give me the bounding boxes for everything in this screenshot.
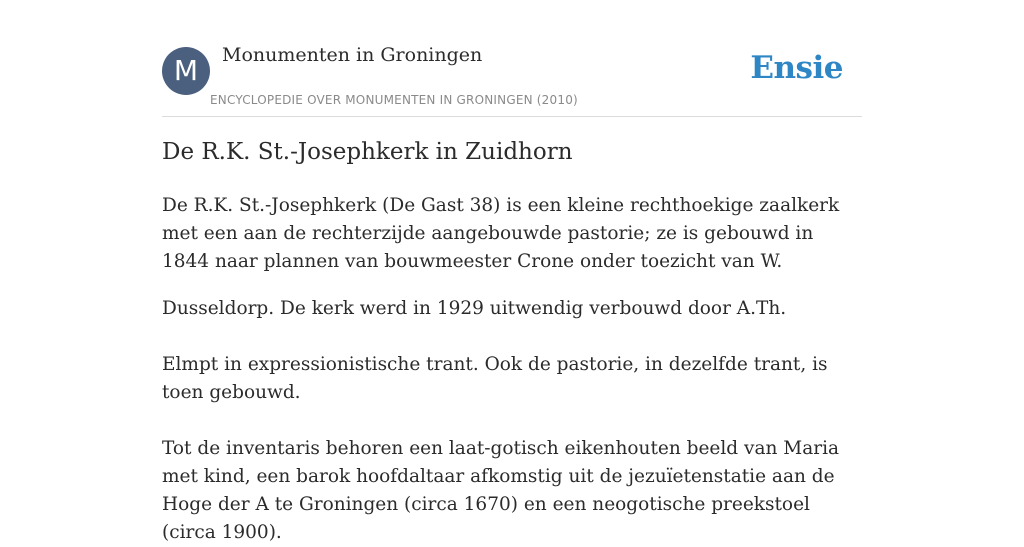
- source-header: [162, 0, 862, 117]
- article-paragraph: De R.K. St.-Josephkerk (De Gast 38) is een kleine rechthoekige zaalkerk met een aan de rechterzijde aangebouwde pastorie; ze is gebouwd in 1844 naar plannen van bouwmeester Crone onder toezicht van W.: [162, 195, 840, 272]
- article-paragraph: Tot de inventaris behoren een laat-gotisch eikenhouten beeld van Maria met kind, een barok hoofdaltaar afkomstig uit de jezuïetenstatie aan de Hoge der A te Groningen (circa 1670) en een neogotische preekstoel (circa 1900).: [162, 438, 840, 543]
- ensie-logo[interactable]: Ensie: [750, 50, 843, 86]
- article-paragraph: Dusseldorp. De kerk werd in 1929 uitwendig verbouwd door A.Th.: [162, 298, 787, 319]
- source-avatar[interactable]: M: [162, 47, 210, 95]
- content-column: [162, 0, 862, 543]
- article-title: De R.K. St.-Josephkerk in Zuidhorn: [162, 139, 573, 165]
- source-subtitle: ENCYCLOPEDIE OVER MONUMENTEN IN GRONINGEN (2010): [210, 93, 578, 107]
- article-paragraph: Elmpt in expressionistische trant. Ook de pastorie, in dezelfde trant, is toen gebouwd.: [162, 354, 828, 403]
- source-title-link[interactable]: Monumenten in Groningen: [222, 44, 483, 66]
